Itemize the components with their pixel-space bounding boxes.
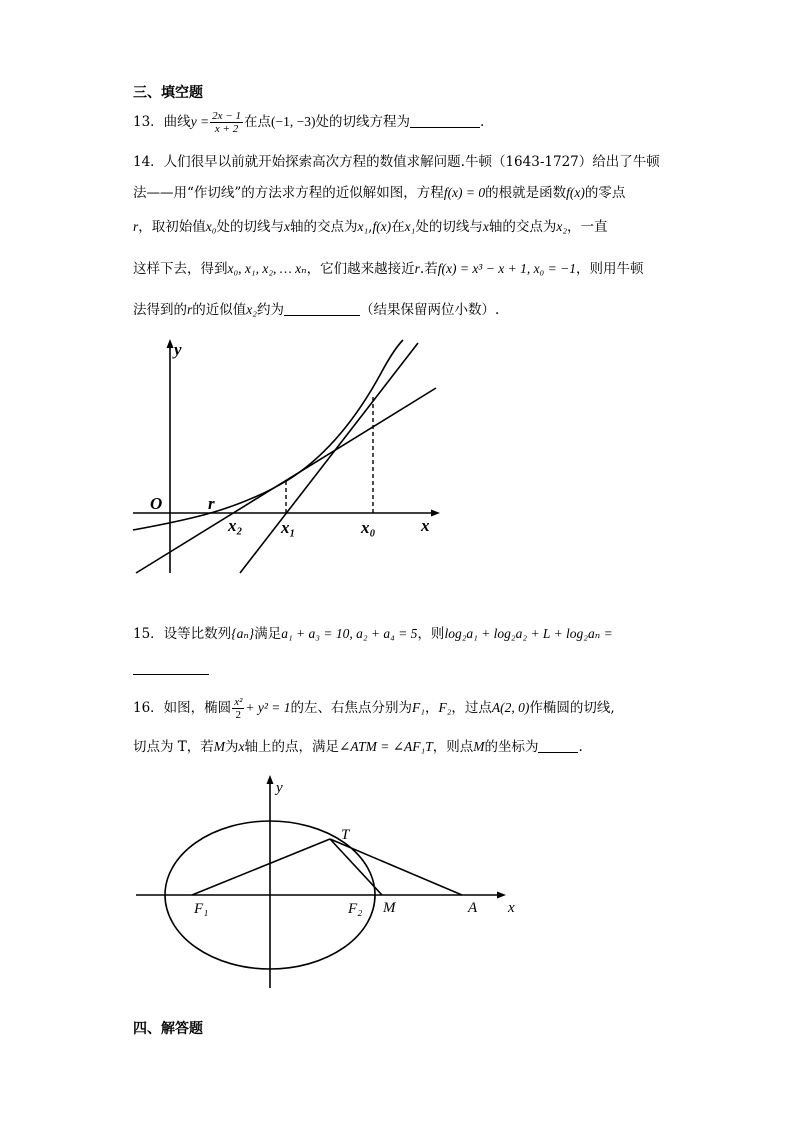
question-14-line-3	[133, 217, 608, 237]
tangent-line-at-x0	[240, 343, 418, 573]
label-f2: F₂	[348, 901, 363, 917]
q16-angle-condition: ∠ATM = ∠AF₁T	[339, 739, 433, 754]
q14-r: r	[187, 302, 193, 317]
q14-text: 轴的交点为	[289, 219, 358, 235]
q15-answer-blank	[133, 660, 209, 675]
q14-text: 在	[391, 219, 405, 235]
q15-conditions: a₁ + a₃ = 10, a₂ + a₄ = 5	[281, 626, 418, 641]
question-16-line-1	[133, 696, 615, 721]
label-t: T	[341, 827, 350, 843]
q16-answer-blank	[538, 738, 578, 753]
q13-denominator: x + 2	[214, 123, 239, 135]
section-3-title: 三、填空题	[133, 85, 203, 101]
question-14-line-5	[133, 300, 499, 320]
q16-text: 16．如图，椭圆	[133, 700, 232, 716]
q13-fraction	[210, 110, 243, 135]
q14-text: ，一直	[567, 219, 608, 235]
y-axis-arrow	[167, 339, 174, 348]
segment-f1-t	[192, 839, 330, 895]
function-curve	[133, 340, 403, 530]
q14-r: r	[133, 219, 139, 234]
q14-text: 的近似值	[192, 302, 247, 318]
q16-m: M	[213, 739, 226, 754]
label-x: x	[508, 900, 515, 916]
q16-m: M	[473, 739, 485, 754]
q14-x: x	[283, 219, 290, 234]
label-x1: x₁	[281, 518, 296, 537]
q13-answer-blank	[410, 113, 480, 128]
section-4-title: 四、解答题	[133, 1021, 203, 1037]
q13-mid: 在点	[243, 114, 271, 130]
q16-text: 轴上的点，满足	[244, 739, 340, 755]
q13-tail: 处的切线方程为	[315, 114, 410, 130]
label-y: y	[174, 340, 182, 359]
q14-sequence: x₀, x₁, x₂, … xₙ	[227, 261, 307, 276]
newton-method-figure	[128, 335, 448, 580]
q16-text: 为	[225, 739, 239, 755]
q14-x1: x₁	[357, 219, 369, 234]
y-axis-arrow	[267, 775, 274, 784]
q16-x: x	[238, 739, 245, 754]
q14-text: ，则用牛顿	[575, 261, 644, 277]
q14-text: 轴的交点为	[488, 219, 557, 235]
q14-text: ，取初始值	[138, 219, 206, 235]
q14-text: 这样下去，得到	[133, 261, 228, 277]
question-14-line-4	[133, 259, 643, 279]
label-x0: x₀	[361, 518, 376, 537]
q13-number: 13．曲线	[133, 114, 191, 130]
label-y: y	[276, 780, 283, 796]
ellipse-figure	[130, 770, 530, 995]
question-13: 13．曲线y = $\frac{2x - 1}{x + 2}$ 在点(−1, −3)处的切线方程为 .	[133, 110, 485, 135]
tangent-line-at-x1	[136, 388, 436, 573]
question-14-line-2	[133, 183, 625, 203]
q16-f2: F₂	[438, 700, 452, 715]
q15-sequence: {aₙ}	[231, 626, 255, 641]
q13-point: (−1, −3)	[270, 114, 316, 129]
q16-text: 切点为 T，若	[133, 739, 214, 755]
q16-text: ，	[424, 700, 439, 716]
q16-text: 的坐标为	[484, 739, 539, 755]
segment-t-m	[330, 839, 382, 895]
q14-x2: x₂	[556, 219, 568, 234]
q14-text: 处的切线与	[216, 219, 284, 235]
q16-ellipse-eq: + y² = 1	[245, 700, 291, 715]
q16-text: ，过点	[451, 700, 492, 716]
q15-text: 15．设等比数列	[133, 626, 232, 642]
q15-text: ，则	[417, 626, 445, 642]
q14-text: （结果保留两位小数）.	[359, 302, 500, 318]
label-x: x	[421, 516, 430, 535]
q14-text: ，它们越来越接近	[306, 261, 415, 277]
q14-text: 的零点	[584, 185, 626, 201]
q14-function: f(x)	[372, 219, 392, 234]
q16-denominator: 2	[235, 709, 242, 721]
q16-point-a: A(2, 0)	[491, 700, 530, 715]
q14-x1: x₁	[404, 219, 416, 234]
label-m: M	[383, 900, 396, 916]
question-16-line-2: 切点为 T，若M为x轴上的点，满足∠ATM = ∠AF₁T，则点M的坐标为 .	[133, 739, 583, 755]
q14-r: r	[414, 261, 420, 276]
x-axis-arrow	[431, 510, 440, 517]
label-origin: O	[150, 494, 163, 513]
q16-f1: F₁	[412, 700, 425, 715]
q14-function: f(x)	[566, 185, 585, 200]
q15-text: 满足	[254, 626, 282, 642]
q14-text: 的根就是函数	[485, 185, 567, 201]
q16-text: 的左、右焦点分别为	[290, 700, 413, 716]
q14-text: 法——用“作切线”的方法求方程的近似解如图，方程	[133, 185, 444, 201]
q16-text: 作椭圆的切线,	[529, 700, 615, 716]
q14-text: 法得到的	[133, 302, 187, 318]
q13-numerator: 2x − 1	[212, 110, 241, 122]
q14-text: 约为	[256, 302, 284, 318]
label-x2: x₂	[228, 516, 243, 535]
q14-text: ,	[368, 219, 373, 235]
q14-x: x	[482, 219, 489, 234]
tangent-t-a	[330, 839, 462, 895]
q14-function-def: f(x) = x³ − x + 1, x₀ = −1	[437, 261, 576, 276]
q14-text: .若	[419, 261, 438, 277]
q14-answer-blank	[284, 301, 360, 316]
question-15	[133, 624, 613, 644]
q15-log-sum: log₂a₁ + log₂a₂ + L + log₂aₙ =	[444, 626, 613, 641]
q13-fn-prefix: y =	[190, 114, 210, 129]
q14-x2: x₂	[246, 302, 257, 317]
q14-equation: f(x) = 0	[443, 185, 486, 200]
q14-x0: x₀	[205, 219, 217, 234]
question-14-line-1: 14．人们很早以前就开始探索高次方程的数值求解问题.牛顿（1643-1727）给出了牛顿	[133, 154, 660, 170]
q14-text: 处的切线与	[415, 219, 483, 235]
q16-text: ，则点	[432, 739, 474, 755]
x-axis-arrow	[497, 892, 506, 899]
label-r: r	[208, 494, 215, 513]
label-a: A	[468, 900, 478, 916]
q16-numerator: x²	[234, 696, 243, 708]
label-f1: F₁	[194, 901, 209, 917]
q16-fraction	[232, 696, 244, 721]
